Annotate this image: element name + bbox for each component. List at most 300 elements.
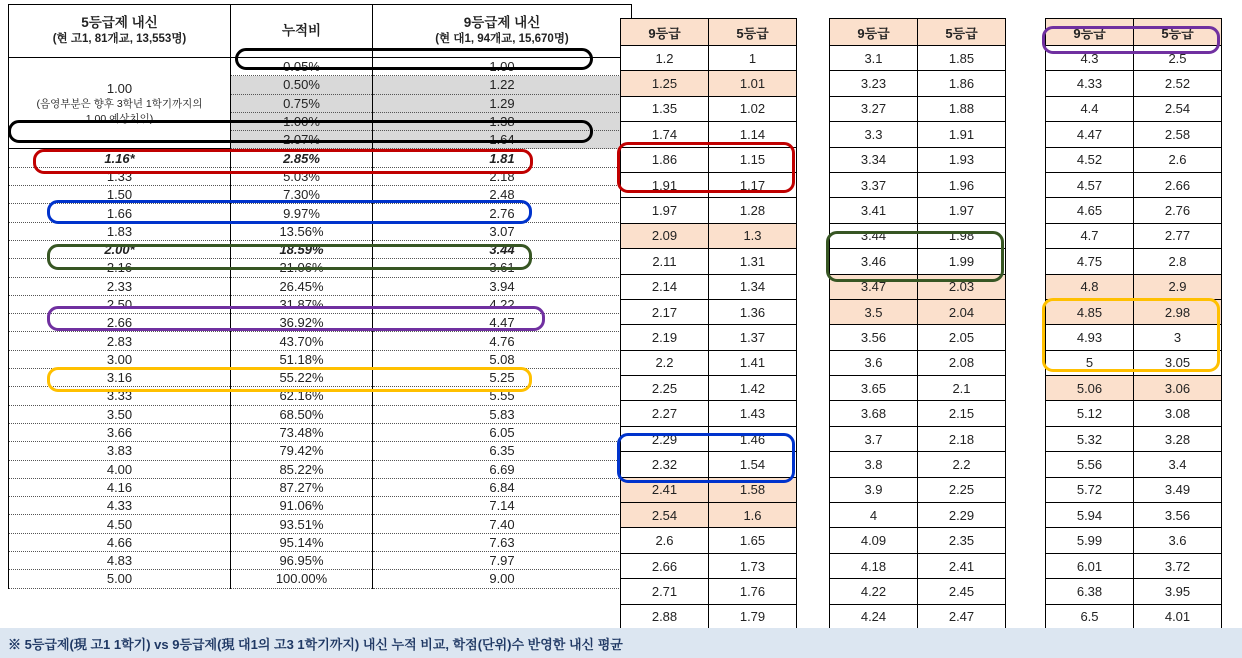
footer-note-bar [0, 628, 1242, 658]
mini-cell-9grade: 4.93 [1046, 325, 1134, 350]
table-row [9, 350, 632, 368]
mini-cell-9grade: 3.1 [830, 46, 918, 71]
cell-5grade: 4.33 [9, 497, 231, 515]
cell-5grade: 3.66 [9, 423, 231, 441]
mini-table-row [621, 579, 797, 604]
header-9grade-line1: 9등급제 내신 [463, 15, 541, 31]
mini-cell-5grade: 2.03 [918, 274, 1006, 299]
mini-cell-9grade: 6.5 [1046, 604, 1134, 629]
mini-cell-5grade: 2.58 [1134, 122, 1222, 147]
mini2-header-5grade: 5등급 [918, 19, 1006, 46]
mini-cell-5grade: 1.98 [918, 223, 1006, 248]
cell-5grade: 2.00* [9, 240, 231, 258]
mini-cell-9grade: 2.17 [621, 299, 709, 324]
mini-cell-9grade: 2.09 [621, 223, 709, 248]
mini-table-3-body [1046, 46, 1222, 655]
mini-table-row [621, 477, 797, 502]
mini-table-row [1046, 477, 1222, 502]
mini-table-row [830, 325, 1006, 350]
mini-table-row [621, 249, 797, 274]
mini-cell-9grade: 2.25 [621, 376, 709, 401]
mini-cell-9grade: 2.41 [621, 477, 709, 502]
mini-cell-9grade: 5.94 [1046, 503, 1134, 528]
cell-9grade: 7.97 [373, 552, 632, 570]
mini-table-row [1046, 579, 1222, 604]
cell-9grade: 3.94 [373, 277, 632, 295]
mini-table-row [1046, 325, 1222, 350]
mini-table-row [1046, 46, 1222, 71]
mini-cell-5grade: 2.6 [1134, 147, 1222, 172]
mini-table-row [621, 528, 797, 553]
mini-table-row [621, 147, 797, 172]
table-row [9, 533, 632, 551]
mini-cell-5grade: 1.65 [709, 528, 797, 553]
mini-cell-5grade: 2.5 [1134, 46, 1222, 71]
mini-table-row [1046, 528, 1222, 553]
mini-cell-9grade: 5 [1046, 350, 1134, 375]
cell-cumulative: 31.87% [231, 295, 373, 313]
mini-cell-5grade: 1.93 [918, 147, 1006, 172]
mini-table-2 [829, 18, 1006, 655]
table-row [9, 460, 632, 478]
mini-cell-9grade: 4.18 [830, 553, 918, 578]
mini-cell-5grade: 1.97 [918, 198, 1006, 223]
cell-9grade: 2.18 [373, 167, 632, 185]
table-row [9, 314, 632, 332]
mini-table-row [1046, 350, 1222, 375]
mini-table-row [621, 172, 797, 197]
mini-cell-9grade: 3.27 [830, 96, 918, 121]
mini-cell-5grade: 1.31 [709, 249, 797, 274]
mini-cell-5grade: 1.43 [709, 401, 797, 426]
mini-cell-9grade: 5.12 [1046, 401, 1134, 426]
mini-table-row [621, 350, 797, 375]
mini-cell-9grade: 3.37 [830, 172, 918, 197]
mini-cell-9grade: 5.06 [1046, 376, 1134, 401]
mini-cell-9grade: 5.56 [1046, 452, 1134, 477]
mini-cell-9grade: 1.86 [621, 147, 709, 172]
mini-table-row [1046, 96, 1222, 121]
header-5grade-line1: 5등급제 내신 [81, 15, 158, 31]
table-row [9, 552, 632, 570]
mini-cell-5grade: 3.08 [1134, 401, 1222, 426]
table-row [9, 240, 632, 258]
cell-9grade: 3.61 [373, 259, 632, 277]
mini-header-row-1 [621, 19, 797, 46]
table-row [9, 405, 632, 423]
mini-cell-5grade: 1.46 [709, 426, 797, 451]
mini-table-row [1046, 401, 1222, 426]
mini-table-row [1046, 249, 1222, 274]
mini-cell-5grade: 2.76 [1134, 198, 1222, 223]
mini-cell-5grade: 2.1 [918, 376, 1006, 401]
mini-cell-9grade: 4.7 [1046, 223, 1134, 248]
main-table-body [9, 58, 632, 589]
mini-cell-5grade: 1.88 [918, 96, 1006, 121]
mini-cell-9grade: 3.41 [830, 198, 918, 223]
table-row [9, 478, 632, 496]
mini-cell-9grade: 3.65 [830, 376, 918, 401]
cell-9grade: 4.22 [373, 295, 632, 313]
cell-9grade: 7.14 [373, 497, 632, 515]
mini-table-row [621, 604, 797, 629]
cell-5grade: 3.33 [9, 387, 231, 405]
cell-5grade: 1.66 [9, 204, 231, 222]
mini-table-2-body [830, 46, 1006, 655]
mini-cell-5grade: 1.96 [918, 172, 1006, 197]
mini-table-row [830, 604, 1006, 629]
header-9grade [373, 5, 632, 58]
mini-cell-5grade: 1 [709, 46, 797, 71]
mini-cell-5grade: 2.45 [918, 579, 1006, 604]
cell-cumulative: 95.14% [231, 533, 373, 551]
cumulative-comparison-table [8, 4, 632, 589]
mini-cell-5grade: 2.04 [918, 299, 1006, 324]
mini-cell-9grade: 4.52 [1046, 147, 1134, 172]
mini-cell-5grade: 2.25 [918, 477, 1006, 502]
mini-cell-5grade: 2.41 [918, 553, 1006, 578]
mini-table-row [830, 147, 1006, 172]
mini-cell-9grade: 2.6 [621, 528, 709, 553]
cell-cumulative: 73.48% [231, 423, 373, 441]
mini3-header-5grade: 5등급 [1134, 19, 1222, 46]
cell-9grade: 3.44 [373, 240, 632, 258]
mini-cell-5grade: 1.86 [918, 71, 1006, 96]
mini-cell-5grade: 2.05 [918, 325, 1006, 350]
cell-cumulative: 91.06% [231, 497, 373, 515]
cell-5grade: 2.16 [9, 259, 231, 277]
mini-cell-5grade: 3.28 [1134, 426, 1222, 451]
table-row [9, 204, 632, 222]
cell-9grade: 6.84 [373, 478, 632, 496]
mini-cell-5grade: 4.01 [1134, 604, 1222, 629]
table-row [9, 515, 632, 533]
mini-table-row [830, 172, 1006, 197]
mini-table-row [1046, 426, 1222, 451]
mini-cell-9grade: 3.3 [830, 122, 918, 147]
mini-table-row [830, 579, 1006, 604]
mini-cell-5grade: 1.3 [709, 223, 797, 248]
mini-table-row [830, 71, 1006, 96]
mini-cell-5grade: 2.9 [1134, 274, 1222, 299]
cell-9grade: 7.63 [373, 533, 632, 551]
header-9grade-line2: (현 대1, 94개교, 15,670명) [435, 33, 569, 46]
cell-cumulative: 85.22% [231, 460, 373, 478]
cell-cumulative: 13.56% [231, 222, 373, 240]
table-row [9, 423, 632, 441]
table-row [9, 570, 632, 588]
mini-cell-9grade: 2.27 [621, 401, 709, 426]
mini-table-row [621, 325, 797, 350]
cell-9grade: 5.25 [373, 369, 632, 387]
cell-5grade: 2.83 [9, 332, 231, 350]
mini-cell-9grade: 4.57 [1046, 172, 1134, 197]
cell-5grade: 5.00 [9, 570, 231, 588]
mini-cell-9grade: 2.14 [621, 274, 709, 299]
table-row [9, 259, 632, 277]
mini-cell-5grade: 1.91 [918, 122, 1006, 147]
mini-table-1 [620, 18, 797, 655]
cell-5grade: 4.16 [9, 478, 231, 496]
mini-table-row [621, 96, 797, 121]
mini-cell-5grade: 3.95 [1134, 579, 1222, 604]
mini-cell-9grade: 4 [830, 503, 918, 528]
mini-table-row [621, 376, 797, 401]
mini-cell-5grade: 1.15 [709, 147, 797, 172]
mini-cell-5grade: 2.77 [1134, 223, 1222, 248]
mini-table-row [830, 96, 1006, 121]
mini-table-row [621, 401, 797, 426]
cell-5grade: 2.50 [9, 295, 231, 313]
mini-table-row [621, 452, 797, 477]
header-cumulative [231, 5, 373, 58]
mini-cell-5grade: 3.6 [1134, 528, 1222, 553]
mini-cell-9grade: 4.85 [1046, 299, 1134, 324]
mini-cell-9grade: 1.25 [621, 71, 709, 96]
mini-cell-5grade: 3.4 [1134, 452, 1222, 477]
mini-cell-9grade: 5.32 [1046, 426, 1134, 451]
mini-cell-9grade: 5.72 [1046, 477, 1134, 502]
mini-table-row [621, 553, 797, 578]
cell-9grade: 1.29 [373, 94, 632, 112]
mini-table-group-1 [620, 18, 797, 655]
cell-cumulative: 0.50% [231, 76, 373, 94]
cell-9grade: 6.35 [373, 442, 632, 460]
mini-table-row [621, 46, 797, 71]
cell-cumulative: 18.59% [231, 240, 373, 258]
mini-cell-5grade: 3.56 [1134, 503, 1222, 528]
mini-cell-5grade: 3.06 [1134, 376, 1222, 401]
table-row [9, 442, 632, 460]
mini-cell-5grade: 2.29 [918, 503, 1006, 528]
mini-cell-9grade: 4.09 [830, 528, 918, 553]
mini-cell-5grade: 2.47 [918, 604, 1006, 629]
mini-table-row [621, 299, 797, 324]
mini-table-row [830, 477, 1006, 502]
header-5grade [9, 5, 231, 58]
mini-cell-9grade: 4.47 [1046, 122, 1134, 147]
cell-9grade: 6.05 [373, 423, 632, 441]
mini-cell-9grade: 4.75 [1046, 249, 1134, 274]
mini-cell-9grade: 3.56 [830, 325, 918, 350]
table-row [9, 222, 632, 240]
mini3-header-9grade: 9등급 [1046, 19, 1134, 46]
cell-9grade: 1.22 [373, 76, 632, 94]
mini-cell-9grade: 2.71 [621, 579, 709, 604]
mini-cell-5grade: 1.73 [709, 553, 797, 578]
mini-table-row [830, 274, 1006, 299]
mini-cell-5grade: 3.05 [1134, 350, 1222, 375]
table-row [9, 387, 632, 405]
mini-table-row [830, 553, 1006, 578]
mini-table-row [621, 503, 797, 528]
header-cumulative-line1: 누적비 [281, 22, 322, 38]
cell-9grade: 9.00 [373, 570, 632, 588]
mini-cell-5grade: 1.01 [709, 71, 797, 96]
mini-cell-9grade: 1.35 [621, 96, 709, 121]
mini-table-row [1046, 604, 1222, 629]
mini-table-3 [1045, 18, 1222, 655]
mini-cell-9grade: 1.74 [621, 122, 709, 147]
mini-cell-5grade: 1.14 [709, 122, 797, 147]
mini-table-row [830, 452, 1006, 477]
cell-cumulative: 68.50% [231, 405, 373, 423]
table-row [9, 497, 632, 515]
cell-9grade: 5.55 [373, 387, 632, 405]
mini-cell-9grade: 5.99 [1046, 528, 1134, 553]
mini-table-row [1046, 198, 1222, 223]
mini-table-group-2 [829, 18, 1006, 655]
mini-table-row [830, 503, 1006, 528]
cell-9grade: 4.47 [373, 314, 632, 332]
cell-9grade: 1.81 [373, 149, 632, 167]
cell-cumulative: 36.92% [231, 314, 373, 332]
mini-table-row [830, 376, 1006, 401]
mini-cell-5grade: 1.85 [918, 46, 1006, 71]
cell-cumulative: 96.95% [231, 552, 373, 570]
mini-table-row [830, 198, 1006, 223]
mini-cell-9grade: 3.7 [830, 426, 918, 451]
cell-9grade: 2.48 [373, 186, 632, 204]
cell-5grade: 1.83 [9, 222, 231, 240]
mini-cell-9grade: 3.9 [830, 477, 918, 502]
table-row [9, 58, 632, 76]
mini-cell-5grade: 1.41 [709, 350, 797, 375]
cell-cumulative: 0.05% [231, 58, 373, 76]
mini-header-row-2 [830, 19, 1006, 46]
mini-cell-5grade: 2.35 [918, 528, 1006, 553]
mini-table-row [1046, 122, 1222, 147]
mini-table-row [830, 299, 1006, 324]
cell-9grade: 1.64 [373, 131, 632, 149]
mini-table-row [621, 274, 797, 299]
mini-table-row [1046, 503, 1222, 528]
mini-cell-9grade: 4.8 [1046, 274, 1134, 299]
mini-table-row [621, 198, 797, 223]
mini-cell-5grade: 2.98 [1134, 299, 1222, 324]
mini-cell-9grade: 3.8 [830, 452, 918, 477]
mini-cell-9grade: 3.68 [830, 401, 918, 426]
cell-cumulative: 55.22% [231, 369, 373, 387]
mini-cell-5grade: 1.58 [709, 477, 797, 502]
mini-cell-5grade: 2.2 [918, 452, 1006, 477]
cell-cumulative: 5.03% [231, 167, 373, 185]
mini-header-row-3 [1046, 19, 1222, 46]
mini-table-row [830, 401, 1006, 426]
mini-cell-5grade: 1.79 [709, 604, 797, 629]
mini-cell-9grade: 1.2 [621, 46, 709, 71]
main-table-wrap [8, 4, 604, 589]
mini-cell-5grade: 2.54 [1134, 96, 1222, 121]
cell-cumulative: 26.45% [231, 277, 373, 295]
mini-table-1-body [621, 46, 797, 655]
cell-5grade: 4.66 [9, 533, 231, 551]
mini-cell-5grade: 1.76 [709, 579, 797, 604]
mini-cell-9grade: 2.32 [621, 452, 709, 477]
cell-cumulative: 21.06% [231, 259, 373, 277]
cell-5grade: 3.83 [9, 442, 231, 460]
mini-table-row [1046, 147, 1222, 172]
mini-table-row [1046, 274, 1222, 299]
cell-cumulative: 93.51% [231, 515, 373, 533]
mini-cell-5grade: 1.36 [709, 299, 797, 324]
table-row [9, 167, 632, 185]
cell-5grade: 3.16 [9, 369, 231, 387]
mini-table-row [621, 71, 797, 96]
cell-5grade: 3.50 [9, 405, 231, 423]
mini-cell-5grade: 1.34 [709, 274, 797, 299]
cell-cumulative: 2.85% [231, 149, 373, 167]
cell-5grade: 1.16* [9, 149, 231, 167]
mini-table-group-3 [1045, 18, 1222, 655]
mini-cell-5grade: 3.72 [1134, 553, 1222, 578]
mini-cell-5grade: 2.18 [918, 426, 1006, 451]
mini-cell-9grade: 3.47 [830, 274, 918, 299]
mini2-header-9grade: 9등급 [830, 19, 918, 46]
mini-cell-9grade: 4.65 [1046, 198, 1134, 223]
mini-cell-5grade: 1.42 [709, 376, 797, 401]
mini-cell-5grade: 1.02 [709, 96, 797, 121]
mini-table-row [830, 249, 1006, 274]
mini-cell-5grade: 1.37 [709, 325, 797, 350]
cell-9grade: 1.38 [373, 112, 632, 130]
mini-cell-9grade: 1.97 [621, 198, 709, 223]
cell-5grade: 2.33 [9, 277, 231, 295]
cell-5grade: 2.66 [9, 314, 231, 332]
cell-9grade: 3.07 [373, 222, 632, 240]
mini-cell-9grade: 2.54 [621, 503, 709, 528]
cell-cumulative: 87.27% [231, 478, 373, 496]
cell-9grade: 6.69 [373, 460, 632, 478]
mini-table-row [830, 528, 1006, 553]
mini-cell-5grade: 2.15 [918, 401, 1006, 426]
mini-cell-9grade: 4.4 [1046, 96, 1134, 121]
mini-table-row [830, 122, 1006, 147]
table-row [9, 186, 632, 204]
mini-table-row [830, 426, 1006, 451]
cell-5grade: 4.50 [9, 515, 231, 533]
mini-cell-9grade: 2.2 [621, 350, 709, 375]
mini-table-row [830, 46, 1006, 71]
mini-cell-5grade: 2.66 [1134, 172, 1222, 197]
merged-note-cell: 1.00 (음영부분은 향후 3학년 1학기까지의 1.00 예상치임) [9, 58, 231, 149]
cell-5grade: 1.50 [9, 186, 231, 204]
mini-cell-9grade: 1.91 [621, 172, 709, 197]
mini-table-row [1046, 299, 1222, 324]
table-row [9, 369, 632, 387]
mini-cell-5grade: 2.8 [1134, 249, 1222, 274]
mini-table-row [621, 122, 797, 147]
mini1-header-9grade: 9등급 [621, 19, 709, 46]
cell-cumulative: 43.70% [231, 332, 373, 350]
header-5grade-line2: (현 고1, 81개교, 13,553명) [52, 33, 187, 46]
mini-cell-5grade: 2.08 [918, 350, 1006, 375]
mini-cell-9grade: 4.22 [830, 579, 918, 604]
cell-9grade: 5.83 [373, 405, 632, 423]
cell-9grade: 5.08 [373, 350, 632, 368]
mini-cell-5grade: 3 [1134, 325, 1222, 350]
mini-cell-9grade: 6.01 [1046, 553, 1134, 578]
mini-cell-9grade: 3.34 [830, 147, 918, 172]
mini-cell-9grade: 4.3 [1046, 46, 1134, 71]
mini-cell-9grade: 4.33 [1046, 71, 1134, 96]
cell-cumulative: 1.00% [231, 112, 373, 130]
mini-cell-9grade: 4.24 [830, 604, 918, 629]
mini-table-row [1046, 223, 1222, 248]
mini-cell-9grade: 2.29 [621, 426, 709, 451]
mini-cell-5grade: 1.28 [709, 198, 797, 223]
mini-table-row [621, 223, 797, 248]
